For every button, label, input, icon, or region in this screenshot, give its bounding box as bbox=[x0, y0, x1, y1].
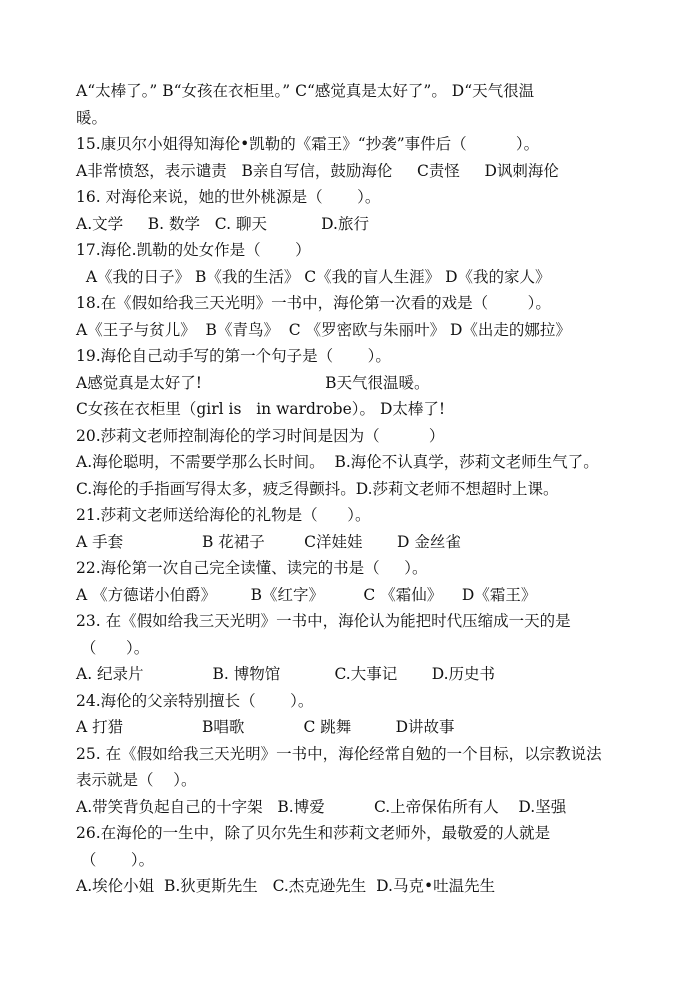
option-line: A《我的日子》 B《我的生活》 C《我的盲人生涯》 D《我的家人》 bbox=[76, 268, 551, 286]
option-line: A.埃伦小姐 B.狄更斯先生 C.杰克逊先生 D.马克•吐温先生 bbox=[76, 877, 496, 895]
question-line: 15.康贝尔小姐得知海伦•凯勒的《霜王》“抄袭”事件后（ ）。 bbox=[76, 135, 540, 153]
option-line: A 《方德诺小伯爵》 B《红字》 C 《霜仙》 D《霜王》 bbox=[76, 586, 537, 604]
question-line: 23. 在《假如给我三天光明》一书中，海伦认为能把时代压缩成一天的是 bbox=[76, 612, 571, 630]
option-line: A.海伦聪明，不需要学那么长时间。 B.海伦不认真学，莎莉文老师生气了。 bbox=[76, 453, 599, 471]
option-line: A非常愤怒，表示谴责 B亲自写信，鼓励海伦 C责怪 D讽刺海伦 bbox=[76, 162, 559, 180]
option-line: A.文学 B. 数学 C. 聊天 D.旅行 bbox=[76, 215, 369, 233]
option-line: A 打猎 B唱歌 C 跳舞 D讲故事 bbox=[76, 718, 455, 736]
question-line: 表示就是（ ）。 bbox=[76, 771, 197, 789]
question-line: （ ）。 bbox=[76, 851, 155, 869]
question-line: 20.莎莉文老师控制海伦的学习时间是因为（ ） bbox=[76, 427, 445, 445]
question-line: 19.海伦自己动手写的第一个句子是（ ）。 bbox=[76, 347, 391, 365]
question-line: 16. 对海伦来说，她的世外桃源是（ ）。 bbox=[76, 188, 381, 206]
question-line: 18.在《假如给我三天光明》一书中，海伦第一次看的戏是（ ）。 bbox=[76, 294, 551, 312]
question-line: 17.海伦.凯勒的处女作是（ ） bbox=[76, 241, 311, 259]
question-line: （ ）。 bbox=[76, 639, 150, 657]
option-line: A. 纪录片 B. 博物馆 C.大事记 D.历史书 bbox=[76, 665, 495, 683]
question-line: 21.莎莉文老师送给海伦的礼物是（ ）。 bbox=[76, 506, 371, 524]
option-line: A《王子与贫儿》 B《青鸟》 C 《罗密欧与朱丽叶》 D《出走的娜拉》 bbox=[76, 321, 571, 339]
option-line: A感觉真是太好了! B天气很温暖。 bbox=[76, 374, 430, 392]
option-line: 暖。 bbox=[76, 109, 108, 127]
option-line: A.带笑背负起自己的十字架 B.博爱 C.上帝保佑所有人 D.坚强 bbox=[76, 798, 567, 816]
question-line: 26.在海伦的一生中，除了贝尔先生和莎莉文老师外，最敬爱的人就是 bbox=[76, 824, 551, 842]
question-line: 22.海伦第一次自己完全读懂、读完的书是（ ）。 bbox=[76, 559, 428, 577]
option-line: A“太棒了。” B“女孩在衣柜里。” C“感觉真是太好了”。 D“天气很温 bbox=[76, 82, 535, 100]
option-line: C.海伦的手指画写得太多，疲乏得颤抖。D.莎莉文老师不想超时上课。 bbox=[76, 480, 559, 498]
option-line: A 手套 B 花裙子 C洋娃娃 D 金丝雀 bbox=[76, 533, 461, 551]
question-line: 25. 在《假如给我三天光明》一书中，海伦经常自勉的一个目标，以宗教说法 bbox=[76, 745, 602, 763]
option-line: C女孩在衣柜里（girl is in wardrobe）。 D太棒了! bbox=[76, 400, 446, 418]
question-line: 24.海伦的父亲特别擅长（ ）。 bbox=[76, 692, 314, 710]
